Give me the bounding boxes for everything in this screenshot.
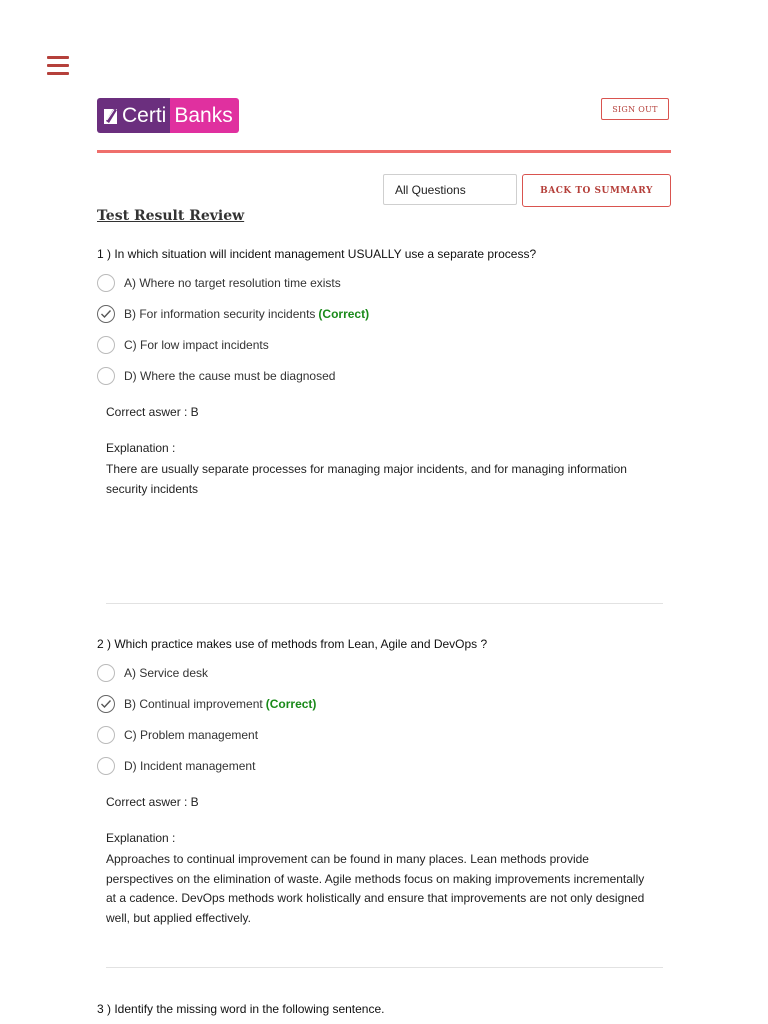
- radio-button-checked[interactable]: [97, 305, 115, 323]
- question-1: [97, 247, 677, 499]
- certibanks-logo[interactable]: [97, 98, 239, 133]
- correct-answer: Correct aswer : B: [106, 795, 199, 809]
- radio-button[interactable]: [97, 367, 115, 385]
- back-to-summary-button[interactable]: BACK TO SUMMARY: [522, 174, 671, 207]
- radio-button[interactable]: [97, 757, 115, 775]
- correct-tag: (Correct): [318, 306, 370, 321]
- question-2: [97, 637, 677, 928]
- radio-button[interactable]: [97, 336, 115, 354]
- option-label: A) Service desk: [124, 665, 209, 680]
- explanation-label: Explanation :: [106, 441, 176, 455]
- question-text: 3 ) Identify the missing word in the following sentence.: [97, 1002, 385, 1016]
- option-label: B) Continual improvement: [124, 696, 263, 711]
- option-b: [97, 688, 677, 719]
- question-text: 1 ) In which situation will incident management USUALLY use a separate process?: [97, 247, 537, 261]
- question-divider: [106, 603, 663, 604]
- logo-left: [97, 98, 170, 133]
- sign-out-button[interactable]: SIGN OUT: [601, 98, 669, 120]
- radio-button[interactable]: [97, 664, 115, 682]
- option-b: [97, 298, 677, 329]
- header-divider: [97, 150, 671, 153]
- option-label: D) Where the cause must be diagnosed: [124, 368, 336, 383]
- radio-button-checked[interactable]: [97, 695, 115, 713]
- question-3: [97, 1002, 677, 1022]
- option-a: [97, 267, 677, 298]
- question-filter-select[interactable]: All Questions: [383, 174, 517, 205]
- correct-tag: (Correct): [265, 696, 317, 711]
- answer-block: [106, 795, 677, 928]
- explanation-text: There are usually separate processes for managing major incidents, and for managing information security incidents: [106, 462, 627, 496]
- logo-text-left: Certi: [122, 103, 167, 127]
- page-title: Test Result Review: [97, 208, 245, 224]
- option-d: [97, 360, 677, 391]
- explanation-text: Approaches to continual improvement can be found in many places. Lean methods provide perspectives on the elimination of waste. Agile methods focus on making improvements incrementally at a cadence. DevOps methods work holistically and ensure that improvements are not only designed well, but applied effectively.: [106, 852, 645, 925]
- hamburger-menu-icon[interactable]: [47, 56, 69, 76]
- logo-text-right: Banks: [174, 103, 233, 127]
- option-c: [97, 329, 677, 360]
- radio-button[interactable]: [97, 274, 115, 292]
- option-label: C) For low impact incidents: [124, 337, 269, 352]
- option-label: C) Problem management: [124, 727, 259, 742]
- option-d: [97, 750, 677, 781]
- answer-block: [106, 405, 677, 499]
- logo-pencil-icon: [103, 106, 119, 126]
- radio-button[interactable]: [97, 726, 115, 744]
- explanation-label: Explanation :: [106, 831, 176, 845]
- logo-right: [170, 98, 238, 133]
- option-a: [97, 657, 677, 688]
- checkmark-icon: [100, 309, 112, 319]
- question-divider: [106, 967, 663, 968]
- option-label: D) Incident management: [124, 758, 256, 773]
- option-c: [97, 719, 677, 750]
- question-text: 2 ) Which practice makes use of methods from Lean, Agile and DevOps ?: [97, 637, 488, 651]
- checkmark-icon: [100, 699, 112, 709]
- correct-answer: Correct aswer : B: [106, 405, 199, 419]
- option-label: A) Where no target resolution time exists: [124, 275, 341, 290]
- option-label: B) For information security incidents: [124, 306, 316, 321]
